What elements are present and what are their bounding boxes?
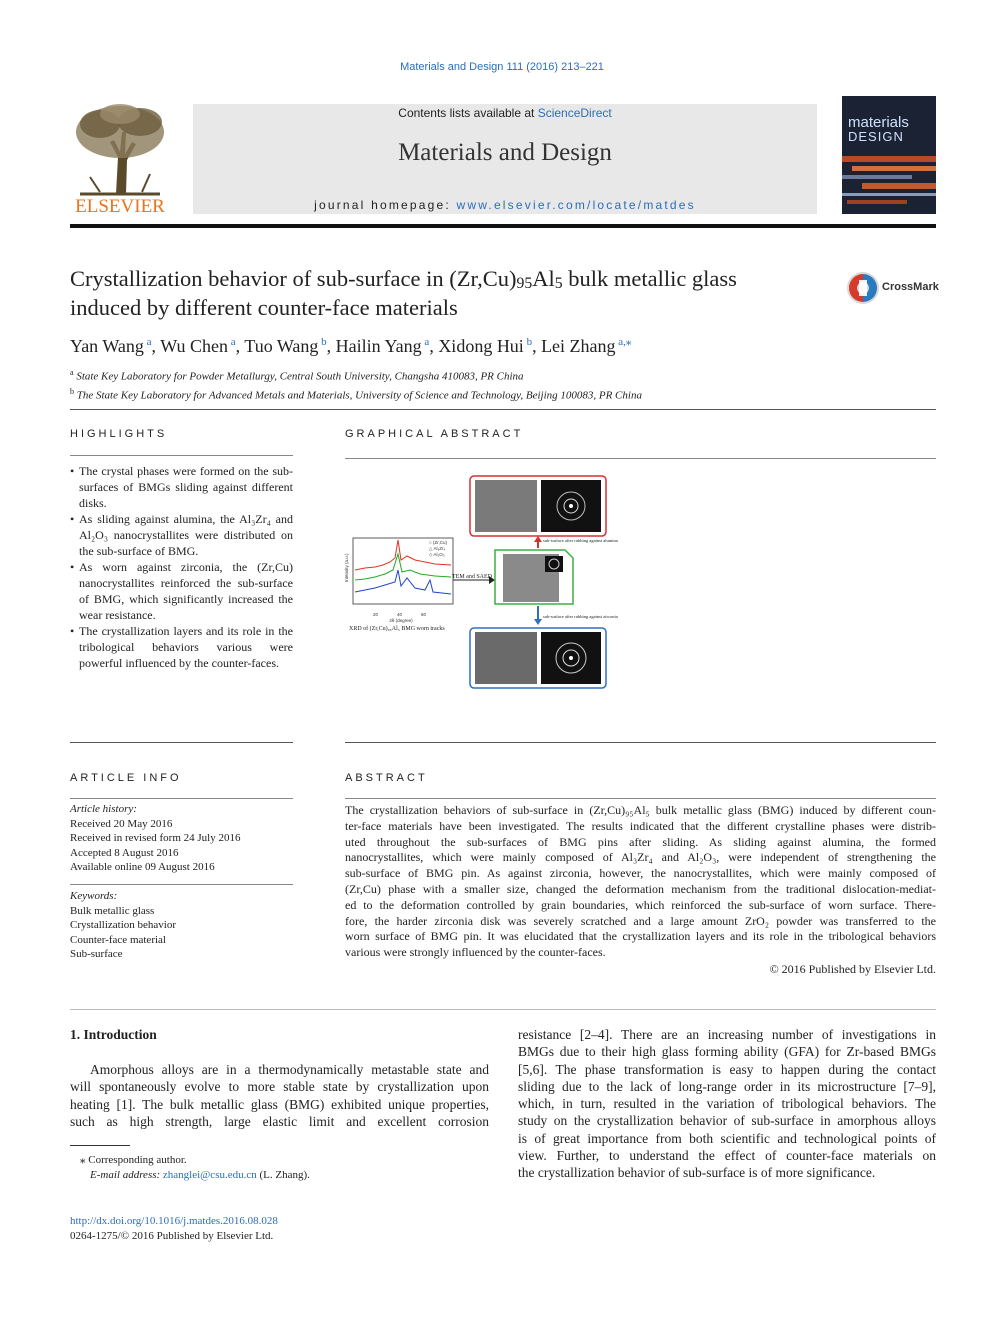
label-zirconia: sub-surface after rubbing against zirconia (543, 614, 618, 619)
intro-line: resistance [2–4]. There are an increasing number of investigations in (518, 1027, 936, 1042)
author-affiliation-mark[interactable]: a,⁎ (615, 336, 632, 348)
xrd-legend-1: ○ (Zr,Cu) (429, 540, 447, 545)
intro-line: is of great importance from both scientific and technological points of (518, 1130, 936, 1146)
abstract-rule (345, 798, 936, 799)
intro-line: such as high strength, large elastic limit and excellent corrosion (70, 1113, 489, 1129)
graphical-abstract-figure[interactable] (344, 470, 618, 692)
author-affiliation-mark[interactable]: a (143, 336, 152, 348)
homepage-prefix: journal homepage: (314, 198, 457, 212)
graphical-abstract-rule-top (345, 458, 936, 459)
xrd-xlabel: 2θ (degree) (389, 618, 413, 623)
author-affiliation-mark[interactable]: b (318, 336, 327, 348)
tem-image-alumina (475, 480, 537, 532)
highlight-item: • The crystallization layers and its role in the tribological behaviors various were powerful influenced by the counter-faces. (70, 623, 293, 671)
xrd-caption: XRD of (Zr,Cu)₉₅Al₅ BMG worn tracks (349, 626, 445, 632)
abstract-heading: ABSTRACT (345, 772, 428, 784)
author[interactable]: Lei Zhang $^{a,⁎}$ (541, 336, 632, 356)
intro-line: will spontaneously evolve to more stable state by crystallization upon (70, 1079, 489, 1095)
email-suffix: (L. Zhang). (256, 1168, 310, 1181)
contents-prefix: Contents lists available at (398, 106, 538, 120)
homepage-line (193, 198, 817, 212)
elsevier-tree-icon (70, 102, 170, 198)
keyword-item: Bulk metallic glass (70, 904, 155, 917)
introduction-left-column (70, 1061, 489, 1130)
graphical-abstract-svg (344, 470, 618, 692)
xrd-ylabel: Intensity (a.u.) (344, 553, 349, 582)
intro-line: view. Further, to understand the effect of counter-face materials on (518, 1148, 936, 1164)
highlight-item: • As worn against zirconia, the (Zr,Cu) nanocrystallites reinforced the sub-surface of BMG, which significantly increased the wear resistance. (70, 559, 293, 623)
xrd-tick-40: 40 (397, 612, 403, 617)
intro-line: the crystallization behavior of sub-surface is of more significance. (518, 1165, 876, 1181)
abstract-line: nanocrystallites, which were mainly composed of Al₃Zr₄ and Al₂O₃, were independent of strengthening the (345, 850, 936, 865)
issn-line: 0264-1275/© 2016 Published by Elsevier Ltd. (70, 1229, 274, 1242)
corresponding-note: ⁎ Corresponding author. (80, 1154, 187, 1166)
intro-line: which, in turn, resulted in the variation of tribological behaviors. The (518, 1096, 936, 1112)
keyword-item: Counter-face material (70, 933, 166, 946)
author-list: Yan Wang $^a$, Wu Chen $^a$, Tuo Wang $^b$, Hailin Yang $^a$, Xidong Hui $^b$, Lei Zhang $^{a,⁎}$ (70, 336, 632, 356)
keywords-block (70, 889, 293, 962)
intro-line: [5,6]. The phase transformation is easy to happen during the contact (518, 1061, 936, 1077)
footnote (80, 1153, 310, 1182)
crossmark-icon (846, 270, 880, 306)
crossmark-button[interactable] (846, 270, 938, 306)
introduction-heading: 1. Introduction (70, 1027, 157, 1042)
footnote-rule (70, 1145, 130, 1146)
crossmark-label: CrossMark (882, 281, 939, 293)
affiliation-a: $^a$ State Key Laboratory for Powder Metallurgy, Central South University, Changsha 410083, PR China (70, 368, 524, 383)
intro-line: Amorphous alloys are in a thermodynamically metastable state and (90, 1062, 489, 1077)
email-label: E-mail address: (90, 1168, 163, 1181)
homepage-link[interactable]: www.elsevier.com/locate/matdes (456, 198, 696, 212)
publisher-logo-text: ELSEVIER (75, 196, 165, 217)
abstract-line: ter-face materials have been investigated. The results indicated that the different crystalline phases were distrib- (345, 818, 936, 833)
keywords-label: Keywords: (70, 890, 118, 902)
author[interactable]: Tuo Wang $^b$ (244, 336, 327, 356)
author-affiliation-mark[interactable]: b (523, 336, 533, 348)
article-title (70, 264, 737, 322)
header-rule (70, 224, 936, 228)
abstract-line: fore, the harder zirconia disk was severely scratched and a large amount ZrO₂ powder was transferred to the (345, 913, 936, 928)
author[interactable]: Xidong Hui $^b$ (438, 336, 533, 356)
journal-cover[interactable] (842, 96, 936, 214)
history-online: Available online 09 August 2016 (70, 861, 215, 874)
footer (70, 1214, 278, 1243)
author[interactable]: Hailin Yang $^a$ (335, 336, 430, 356)
xrd-legend-3: ◇ Al₂O₃ (429, 552, 445, 557)
author-affiliation-mark[interactable]: a (421, 336, 430, 348)
intro-line: BMGs due to their high glass forming ability (GFA) for Zr-based BMGs (518, 1044, 936, 1060)
contents-line (193, 106, 817, 120)
abstract-line: uted throughout the sub-surfaces of BMG pins after sliding. As sliding against alumina, the formed (345, 834, 936, 849)
history-revised: Received in revised form 24 July 2016 (70, 832, 241, 845)
introduction-right-column (518, 1026, 936, 1182)
history-received: Received 20 May 2016 (70, 817, 173, 830)
graphical-abstract-rule-bottom (345, 742, 936, 743)
article-info-heading: ARTICLE INFO (70, 772, 182, 784)
doi-link[interactable]: http://dx.doi.org/10.1016/j.matdes.2016.08.028 (70, 1215, 278, 1227)
cover-text-2: DESIGN (848, 129, 904, 144)
article-info-rule (70, 798, 293, 799)
author[interactable]: Yan Wang $^a$ (70, 336, 152, 356)
abstract-text (345, 803, 936, 961)
tem-image-zirconia (475, 632, 537, 684)
author-affiliation-mark[interactable]: a (228, 336, 236, 348)
intro-line: study on the crystallization behavior of sub-surface in amorphous alloys (518, 1113, 936, 1129)
history-accepted: Accepted 8 August 2016 (70, 846, 179, 859)
abstract-line: various were strongly influenced by the counter-faces. (345, 945, 606, 960)
cover-text-1: materials (848, 114, 909, 131)
abstract-line: ed to the deformation controlled by grain boundaries, which reinforced the sub-surface of worn surface. There- (345, 897, 936, 912)
keyword-item: Sub-surface (70, 948, 123, 961)
xrd-tick-60: 60 (421, 612, 427, 617)
label-alumina: sub-surface after rubbing against alumina (543, 538, 618, 543)
sciencedirect-link[interactable]: ScienceDirect (537, 106, 612, 120)
journal-title: Materials and Design (398, 139, 612, 166)
abstract-line: sub-surface of BMG pin. As against zirconia, however, the nanocrystallites, which were mainly composed of (345, 866, 936, 881)
article-history (70, 802, 293, 875)
email-link[interactable]: zhanglei@csu.edu.cn (162, 1168, 257, 1181)
xrd-legend-2: △ Al₃Zr₄ (429, 546, 446, 551)
tem-saed-label: TEM and SAED (452, 574, 492, 580)
title-line-1: Crystallization behavior of sub-surface in $(Zr,Cu)_{95}Al_5$ bulk metallic glass (70, 266, 737, 292)
affiliations (70, 366, 642, 404)
title-line-2: induced by different counter-face materials (70, 295, 458, 320)
graphical-abstract-heading: GRAPHICAL ABSTRACT (345, 428, 524, 440)
keyword-item: Crystallization behavior (70, 919, 176, 932)
journal-citation[interactable]: Materials and Design 111 (2016) 213–221 (400, 61, 604, 73)
section-divider (70, 1009, 936, 1010)
highlight-item: • As sliding against alumina, the Al₃Zr₄ and Al₂O₃ nanocrystallites were distributed on the sub-surface of BMG. (70, 511, 293, 559)
highlights-rule-bottom (70, 742, 293, 743)
affiliation-b: $^b$ The State Key Laboratory for Advanced Metals and Materials, University of Science and Technology, Beijing 100083, PR China (70, 387, 642, 402)
divider-authors (70, 409, 936, 410)
elsevier-logo[interactable] (70, 102, 170, 217)
intro-line: heating [1]. The bulk metallic glass (BMG) exhibited unique properties, (70, 1096, 489, 1112)
abstract-line: worn surface of BMG pin. It was elucidated that the crystallization layers and its role in the tribological behaviors (345, 929, 936, 944)
abstract-line: The crystallization behaviors of sub-surface in (Zr,Cu)₉₅Al₅ bulk metallic glass (BMG) induced by different coun- (345, 803, 936, 817)
xrd-tick-20: 20 (373, 612, 379, 617)
keywords-rule (70, 884, 293, 885)
highlight-item: • The crystal phases were formed on the sub-surfaces of BMGs sliding against different disks. (70, 463, 293, 511)
history-label: Article history: (70, 803, 137, 815)
highlights-heading: HIGHLIGHTS (70, 428, 168, 440)
copyright: © 2016 Published by Elsevier Ltd. (769, 962, 936, 976)
highlights-list (70, 463, 293, 671)
author[interactable]: Wu Chen $^a$ (160, 336, 236, 356)
intro-line: sliding due to the lack of long-range order in its microstructure [7–9], (518, 1078, 936, 1094)
abstract-line: (Zr,Cu) phase with a smaller size, changed the deformation mechanism from the traditional dislocation-mediat- (345, 881, 936, 896)
highlights-rule-top (70, 455, 293, 456)
